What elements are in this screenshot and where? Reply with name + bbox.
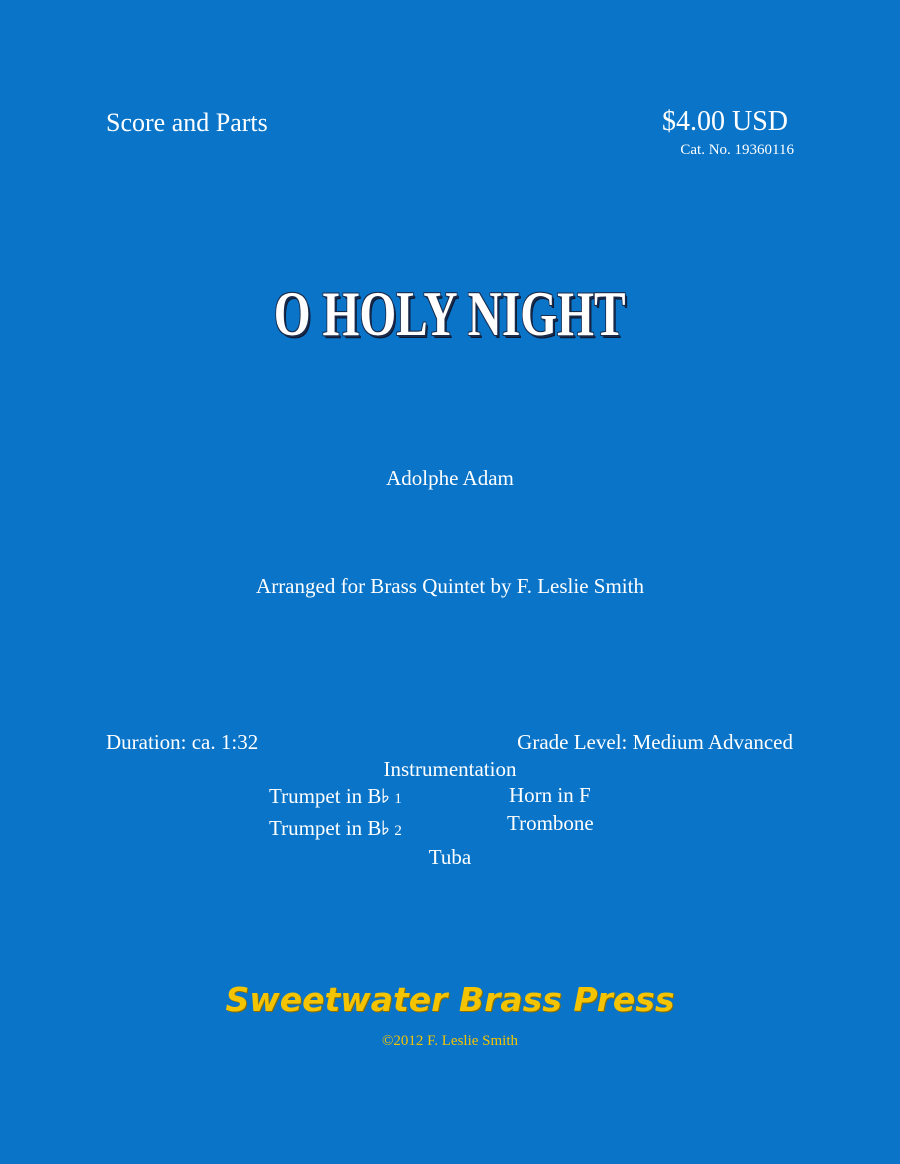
instrument-number: 2: [394, 823, 402, 839]
price: $4.00 USD: [661, 106, 788, 137]
instrument-trombone: Trombone: [507, 811, 594, 835]
duration: Duration: ca. 1:32: [106, 730, 259, 754]
format-label: Score and Parts: [106, 108, 268, 137]
flat-icon: [382, 788, 389, 804]
instrument-trumpet-1: [269, 783, 402, 812]
instrument-name: Trumpet in B: [269, 784, 382, 808]
page-title-text: O HOLY NIGHT: [274, 278, 626, 349]
instrument-number: 1: [394, 791, 402, 807]
composer: Adolphe Adam: [386, 466, 514, 490]
arranger-credit: Arranged for Brass Quintet by F. Leslie Smith: [256, 574, 644, 598]
instrument-trumpet-2: [269, 815, 402, 844]
instrument-tuba: Tuba: [428, 845, 472, 869]
catalog-number: Cat. No. 19360116: [680, 142, 794, 158]
instrumentation-heading: Instrumentation: [383, 757, 517, 781]
copyright: ©2012 F. Leslie Smith: [381, 1033, 519, 1049]
instrument-name: Trumpet in B: [269, 816, 382, 840]
instrument-horn: Horn in F: [509, 783, 591, 807]
flat-icon: [382, 820, 389, 836]
publisher-logo: Sweetwater Brass Press: [225, 980, 675, 1019]
grade-level: Grade Level: Medium Advanced: [517, 730, 793, 754]
page-title: [0, 276, 900, 352]
